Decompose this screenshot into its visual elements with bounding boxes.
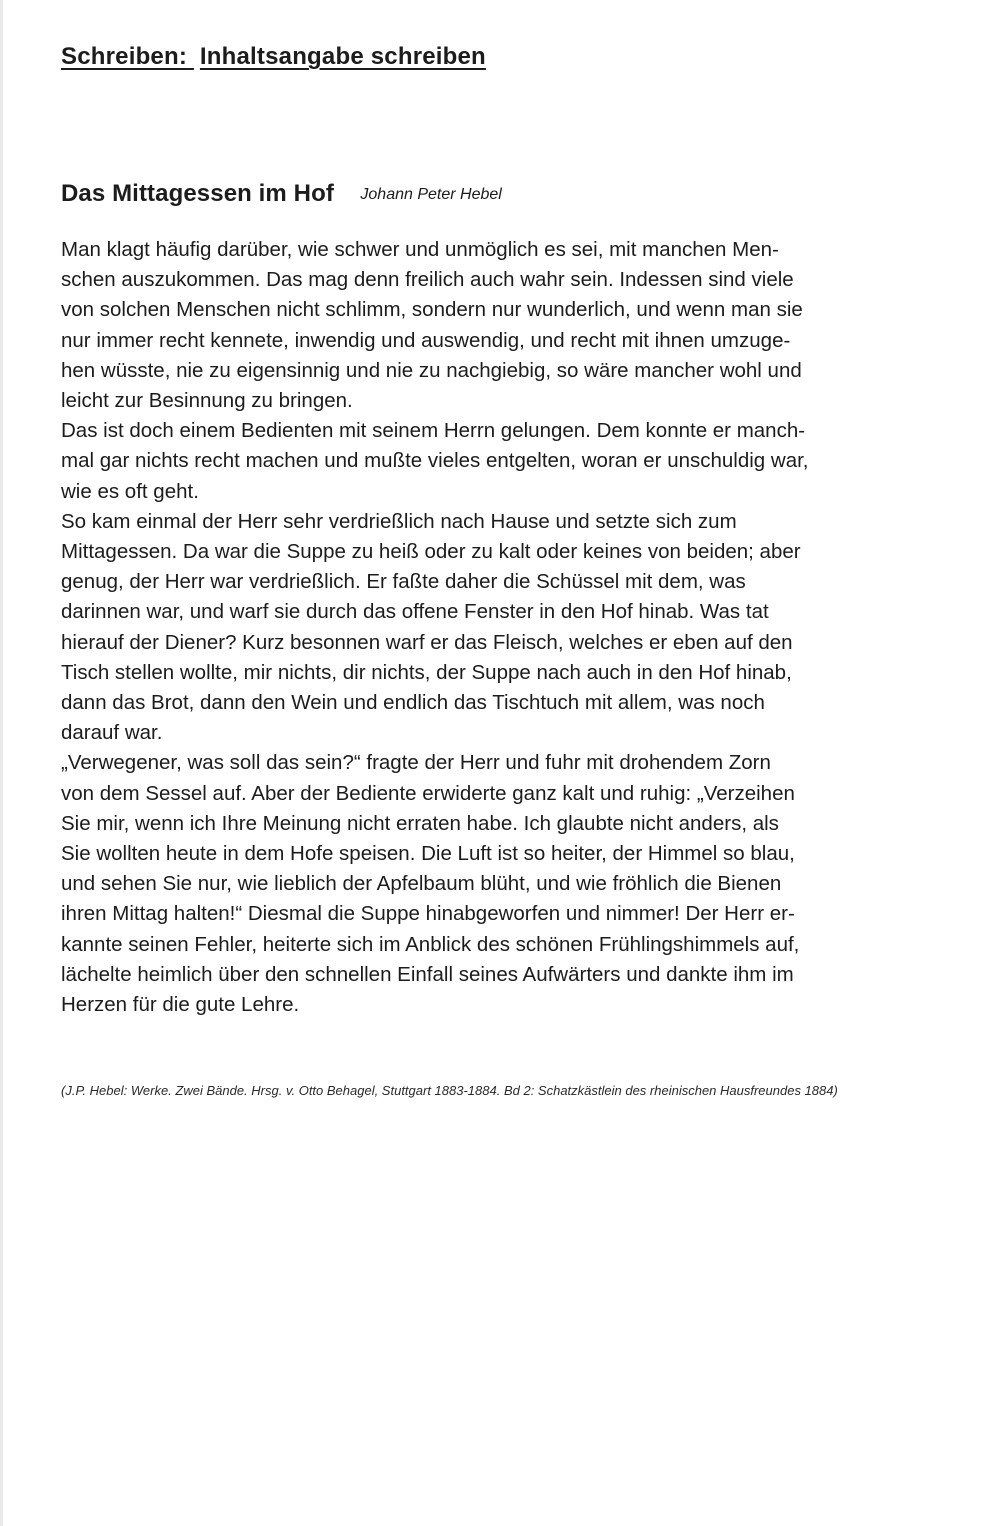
section-heading-part2: Inhaltsangabe schreiben — [199, 43, 486, 70]
story-line: kannte seinen Fehler, heiterte sich im Anblick des schönen Frühlingshimmels auf, — [61, 932, 800, 956]
story-line: von dem Sessel auf. Aber der Bediente erwiderte ganz kalt und ruhig: „Verzeihen — [61, 781, 795, 805]
story-line: Sie wollten heute in dem Hofe speisen. Die Luft ist so heiter, der Himmel so blau, — [61, 842, 795, 866]
story-line: Herzen für die gute Lehre. — [61, 993, 300, 1017]
story-line: und sehen Sie nur, wie lieblich der Apfelbaum blüht, und wie fröhlich die Bienen — [61, 872, 782, 896]
story-title: Das Mittagessen im Hof — [61, 180, 334, 207]
section-heading-part1: Schreiben: — [61, 43, 188, 70]
story-line: Man klagt häufig darüber, wie schwer und unmöglich es sei, mit manchen Men- — [61, 238, 779, 261]
story-line: Das ist doch einem Bedienten mit seinem Herrn gelungen. Dem konnte er manch- — [61, 419, 806, 443]
story-header — [61, 180, 502, 208]
story-line: schen auszukommen. Das mag denn freilich auch wahr sein. Indessen sind viele — [61, 268, 794, 292]
story-line: Sie mir, wenn ich Ihre Meinung nicht erraten habe. Ich glaubte nicht anders, als — [61, 811, 779, 835]
story-line: darauf war. — [61, 721, 163, 745]
story-line: ihren Mittag halten!“ Diesmal die Suppe hinabgeworfen und nimmer! Der Herr er- — [61, 902, 795, 926]
story-line: mal gar nichts recht machen und mußte vieles entgelten, woran er unschuldig war, — [61, 449, 809, 473]
story-line: genug, der Herr war verdrießlich. Er faßte daher die Schüssel mit dem, was — [61, 570, 746, 594]
story-author: Johann Peter Hebel — [360, 186, 502, 203]
story-line: „Verwegener, was soll das sein?“ fragte der Herr und fuhr mit drohendem Zorn — [61, 751, 771, 775]
story-line: lächelte heimlich über den schnellen Einfall seines Aufwärters und dankte ihm im — [61, 962, 794, 986]
story-line: von solchen Menschen nicht schlimm, sondern nur wunderlich, und wenn man sie — [61, 298, 803, 322]
story-line: hierauf der Diener? Kurz besonnen warf er das Fleisch, welches er eben auf den — [61, 630, 793, 654]
scan-edge-shadow — [0, 0, 3, 1526]
source-citation: (J.P. Hebel: Werke. Zwei Bände. Hrsg. v. Otto Behagel, Stuttgart 1883-1884. Bd 2: Schatzkästlein des rheinischen Hausfreundes 1884) — [61, 1083, 838, 1098]
section-heading — [61, 43, 486, 71]
story-line: So kam einmal der Herr sehr verdrießlich nach Hause und setzte sich zum — [61, 509, 737, 533]
story-body — [61, 235, 941, 1020]
story-line: wie es oft geht. — [61, 479, 199, 503]
story-line: Mittagessen. Da war die Suppe zu heiß oder zu kalt oder keines von beiden; aber — [61, 540, 801, 564]
story-line: hen wüsste, nie zu eigensinnig und nie zu nachgiebig, so wäre mancher wohl und — [61, 358, 802, 382]
story-line: dann das Brot, dann den Wein und endlich das Tischtuch mit allem, was noch — [61, 691, 765, 715]
story-line: Tisch stellen wollte, mir nichts, dir nichts, der Suppe nach auch in den Hof hinab, — [61, 660, 792, 684]
story-line: leicht zur Besinnung zu bringen. — [61, 389, 353, 413]
story-line: nur immer recht kennete, inwendig und auswendig, und recht mit ihnen umzuge- — [61, 328, 791, 352]
story-line: darinnen war, und warf sie durch das offene Fenster in den Hof hinab. Was tat — [61, 600, 769, 624]
